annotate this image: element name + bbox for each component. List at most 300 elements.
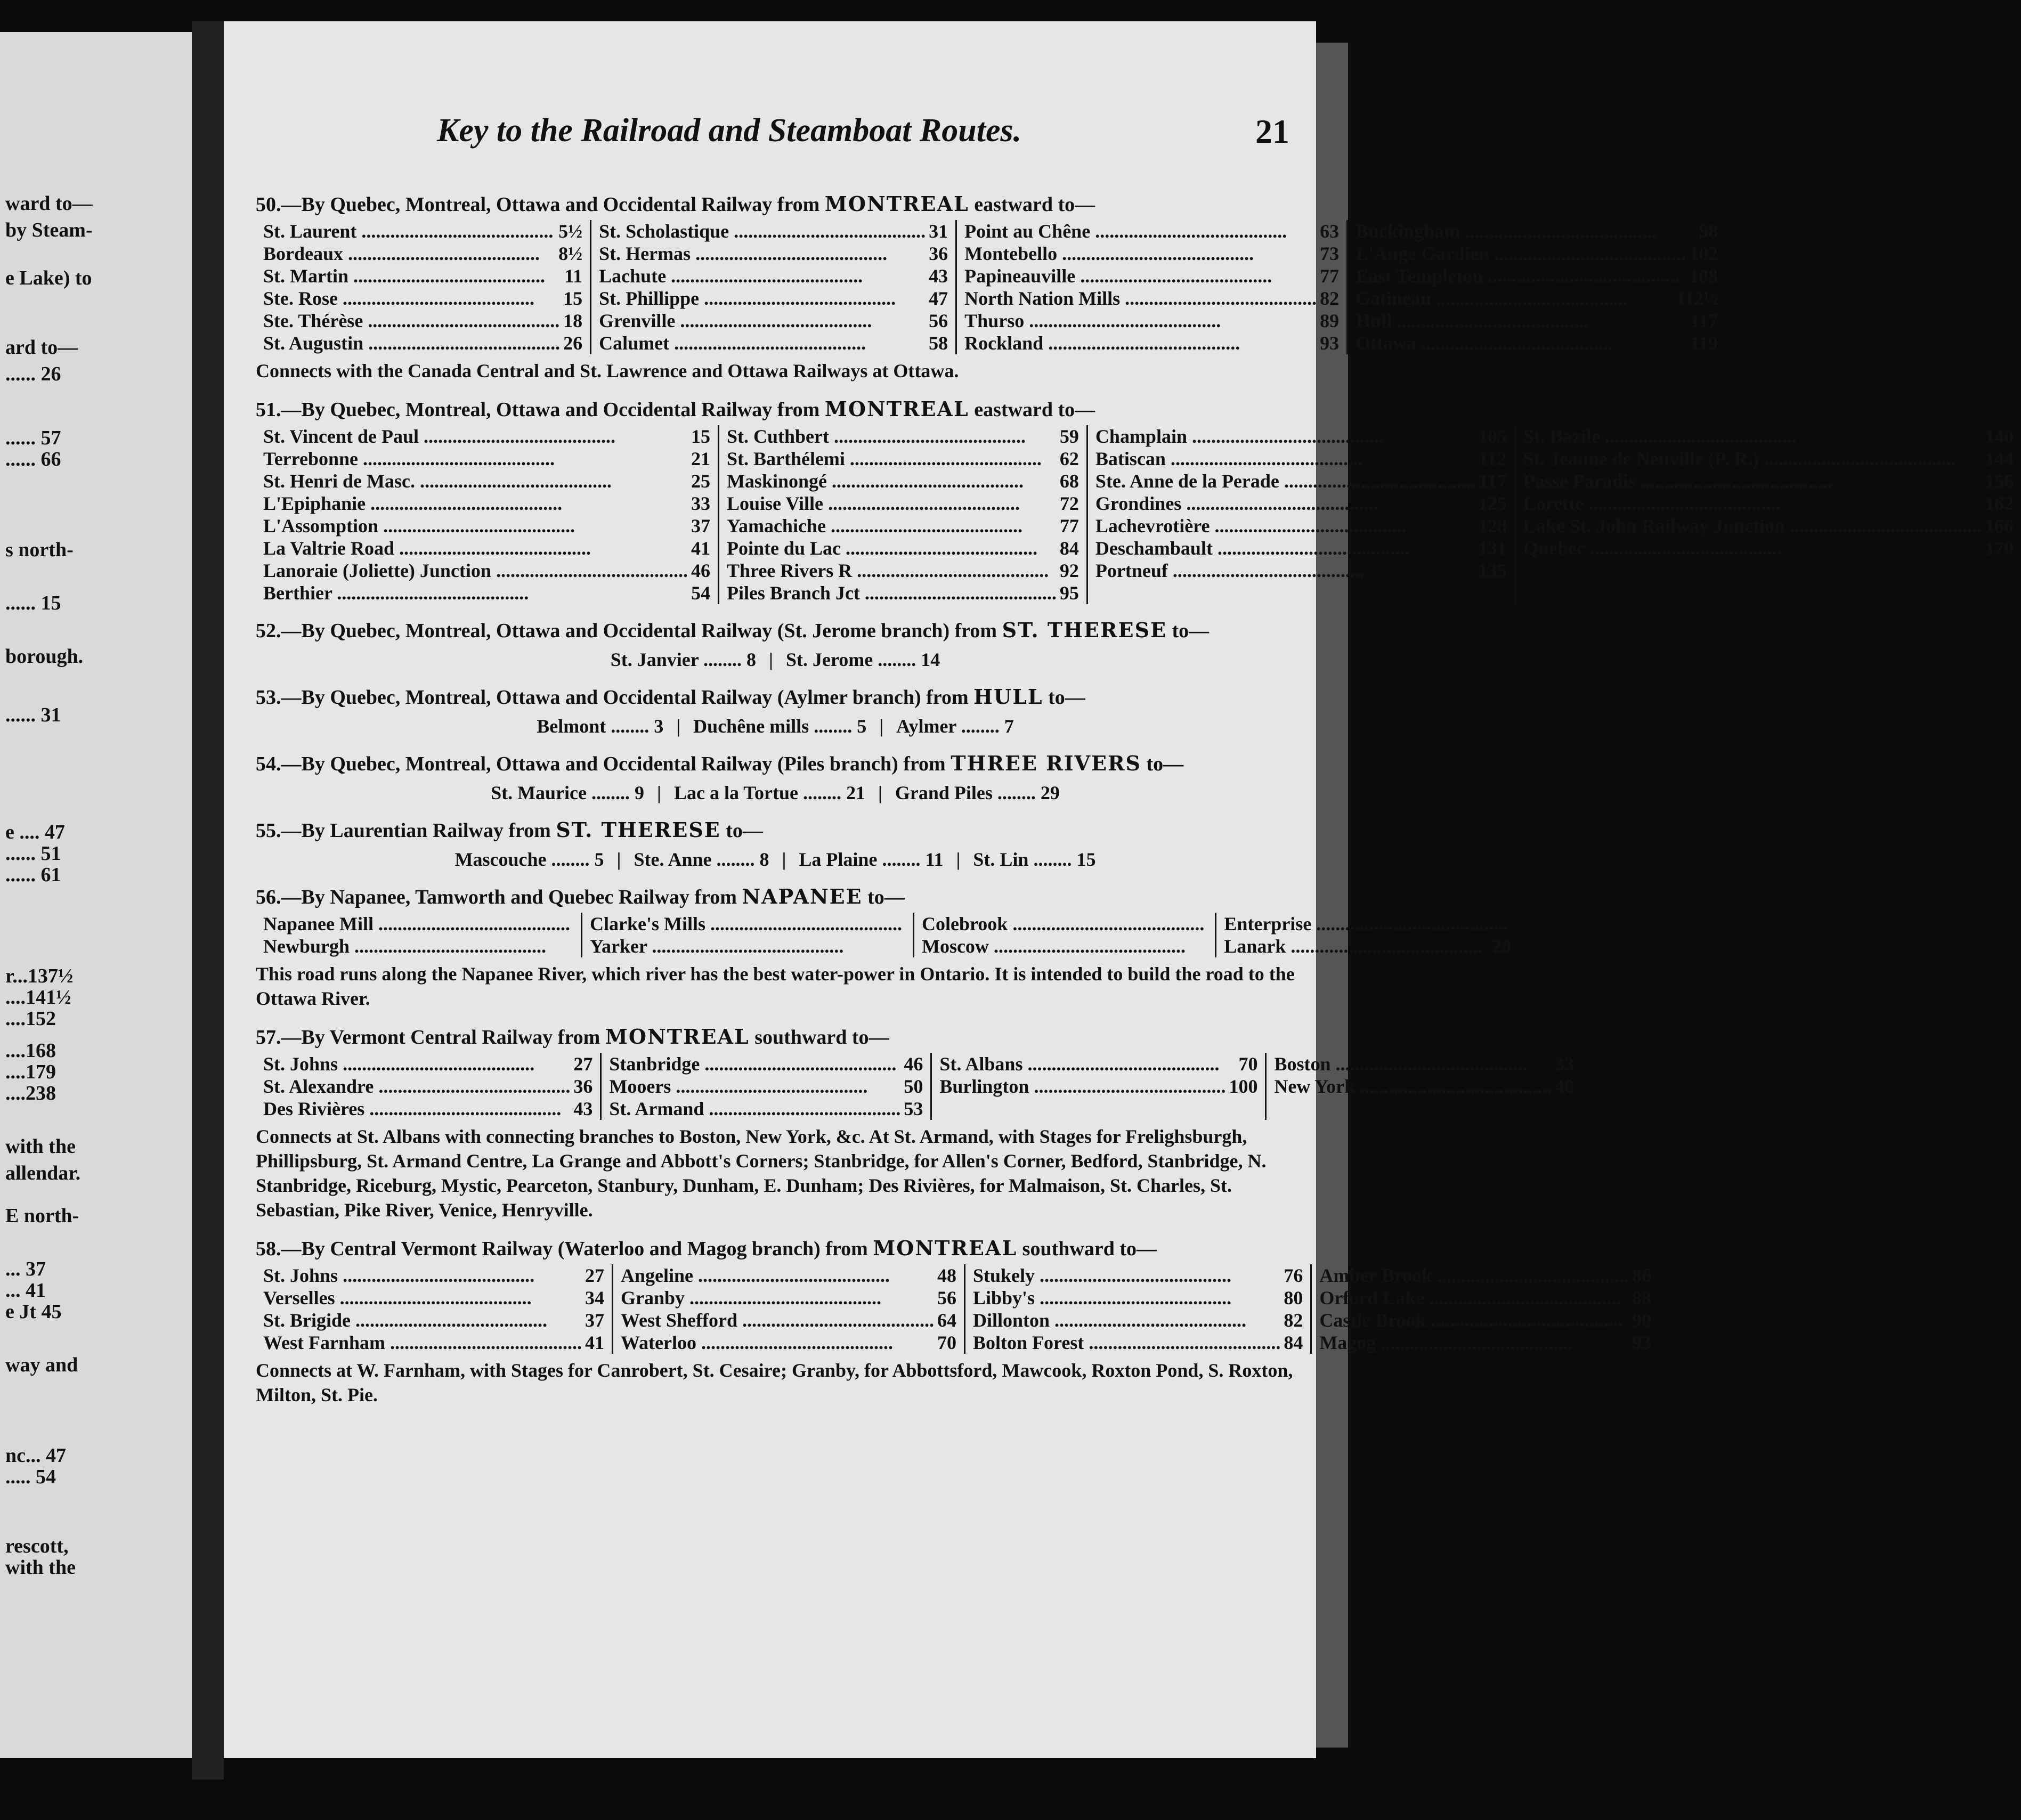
station-row [599,265,948,287]
station-name: Ottawa ..... [1356,332,1613,354]
page-number: 21 [1255,112,1289,150]
route-title [256,818,1295,843]
station-row [263,220,582,242]
station-row [263,913,573,935]
station-name: Gatineau ..... [1356,287,1628,310]
facing-page-fragment: borough. [5,645,84,668]
route-title [256,1025,1295,1050]
station-distance: 117 [1479,470,1507,492]
station-name: St. Armand ..... [609,1098,900,1120]
station-distance: 102 [1689,243,1718,264]
station-row [1095,515,1507,537]
station-distance: 36 [929,243,948,264]
station-name: Magog ..... [1319,1331,1572,1354]
station-name: Hull ..... [1356,310,1588,332]
station-row [621,1287,956,1309]
station-name: Lake St. John Railway Junction ..... [1523,515,1982,537]
station-distance: 3 [654,716,664,737]
station-distance [1508,913,1511,935]
station-row [599,242,948,265]
station-row [590,913,905,935]
station-row [263,470,710,492]
station-item: St. Janvier ........ 8 [610,649,757,670]
route-title [256,397,1295,422]
station-name: Yamachiche ..... [727,515,1022,537]
origin-city: ST. THERESE [1002,618,1167,642]
station-row [727,515,1079,537]
station-name: St. Martin ..... [263,265,545,287]
station-name: Montebello ..... [964,242,1254,265]
route-number: 56. [256,886,281,908]
station-name: Point au Chêne ..... [964,220,1287,242]
route-section [256,818,1295,871]
station-distance: 15 [691,426,710,447]
station-distance: 70 [937,1332,956,1353]
station-inline-list [256,648,1295,671]
station-row [1523,492,2014,515]
station-distance: 40 [1555,1076,1574,1097]
station-row [727,537,1079,559]
station-name: Angeline ..... [621,1264,890,1287]
station-distance: 140 [1985,426,2014,447]
station-column [1216,913,1519,957]
separator: | [956,849,961,870]
station-name: St. Alexandre ..... [263,1075,570,1098]
station-name: Colebrook ..... [922,913,1204,935]
station-name: St. Brigide ..... [263,1309,547,1331]
separator: | [782,849,786,870]
route-direction: to— [1146,753,1184,775]
station-name: Grand Piles [895,782,993,803]
facing-page-fragment: ...... 31 [5,704,61,726]
station-name: St. Johns ..... [263,1264,534,1287]
station-name: Quebec ..... [1523,537,1782,559]
facing-page-fragment: nc... 47 [5,1444,66,1467]
station-grid [256,220,1718,354]
route-title [256,618,1295,643]
station-name: St. Jerome [785,649,873,670]
separator: | [769,649,773,670]
station-column [1312,1264,1659,1354]
station-row [599,332,948,354]
station-row [599,287,948,310]
origin-city: HULL [973,685,1043,709]
station-row [973,1331,1303,1354]
station-row [263,287,582,310]
station-row [599,310,948,332]
facing-page-fragment: ...... 15 [5,592,61,614]
station-distance: 112½ [1676,288,1718,309]
station-row [609,1098,923,1120]
station-row [599,220,948,242]
station-column [914,913,1216,957]
station-grid [256,1264,1652,1354]
station-distance: 31 [929,221,948,242]
station-distance: 21 [846,782,865,803]
station-column [602,1053,932,1120]
facing-page-fragment: ... 41 [5,1279,46,1302]
station-name: La Plaine [799,849,878,870]
facing-page-fragment: r...137½ [5,965,74,987]
station-name: Deschambault ..... [1095,537,1409,559]
station-row [263,242,582,265]
station-row [964,265,1339,287]
station-distance: 18 [563,310,583,331]
station-name: St. Hermas ..... [599,242,887,265]
route-number: 54. [256,753,281,775]
station-item: St. Maurice ........ 9 [491,782,645,803]
station-distance: 56 [929,310,948,331]
origin-city: MONTREAL [605,1025,750,1049]
station-name: Three Rivers R ..... [727,559,1049,582]
station-row [1356,265,1718,287]
station-distance: 53 [904,1098,923,1119]
station-name: Newburgh ..... [263,935,546,957]
origin-city: MONTREAL [873,1236,1018,1260]
station-row [263,310,582,332]
station-distance: 119 [1690,332,1718,354]
station-name: Buckingham ..... [1356,220,1657,242]
route-direction: southward to— [1022,1238,1157,1260]
station-distance: 162 [1985,493,2014,514]
station-distance: 92 [1059,560,1079,581]
station-distance: 77 [1320,265,1340,287]
station-row [1523,515,2014,537]
station-name: Stukely ..... [973,1264,1231,1287]
route-list [256,192,2014,1421]
station-name: Pointe du Lac ..... [727,537,1037,559]
station-row [263,425,710,448]
station-inline-list [256,848,1295,871]
station-column [932,1053,1267,1120]
separator: | [657,782,661,803]
facing-page-fragment: ....141½ [5,986,71,1009]
station-distance: 8 [746,649,757,670]
station-distance: 11 [925,849,944,870]
station-column [256,913,582,957]
facing-page-fragment: with the [5,1135,76,1158]
station-row [1095,559,1507,582]
route-section [256,685,1295,737]
station-name: Mooers ..... [609,1075,867,1098]
station-row [727,470,1079,492]
station-row [1274,1075,1574,1098]
station-distance: 34 [585,1287,604,1309]
station-name: La Valtrie Road ..... [263,537,591,559]
station-distance: 36 [573,1076,593,1097]
route-number: 53. [256,686,281,709]
station-name: Bolton Forest ..... [973,1331,1280,1354]
station-distance: 8 [759,849,769,870]
station-distance: 7 [1004,716,1014,737]
station-name: Bordeaux ..... [263,242,540,265]
station-name: Maskinongé ..... [727,470,1024,492]
station-distance: 90 [1632,1310,1652,1331]
route-note: This road runs along the Napanee River, which river has the best water-power in Ontario. It is intended to build the road to the Ottawa River. [256,963,1295,1009]
station-distance: 9 [635,782,645,803]
station-distance: 135 [1478,560,1507,581]
station-item: Mascouche ........ 5 [454,849,604,870]
station-row [263,332,582,354]
station-distance: 43 [929,265,948,287]
station-distance: 33 [1555,1053,1574,1075]
station-row [939,1053,1257,1075]
station-row [263,1309,604,1331]
station-distance: 131 [1478,538,1507,559]
station-name: Aylmer [896,716,956,737]
station-distance [570,913,573,935]
station-name: St. Augustin ..... [263,332,560,354]
station-distance: 56 [937,1287,956,1309]
station-row [263,1331,604,1354]
station-row [1356,242,1718,265]
station-distance: 41 [585,1332,604,1353]
book-page [224,21,2014,1758]
route-note: Connects at St. Albans with connecting branches to Boston, New York, &c. At St. Armand, with Stages for Frelighsburgh, Phillipsburg, St. Armand Centre, La Grange and Abbott's Corners; Stanbridge, for Allen's Corner, Bedford, Stanbridge, N. Stanbridge, Riceburg, Mystic, Pearceton, Stanbury, Dunham, E. Dunham; Des Rivières, for Malmaison, St. Charles, St. Sebastian, Pike River, Venice, Henryville. [256,1126,1267,1221]
station-distance: 5½ [558,221,583,242]
station-name: Lanoraie (Joliette) Junction ..... [263,559,688,582]
station-column [256,425,719,604]
station-column [591,220,957,354]
route-note: Connects at W. Farnham, with Stages for Canrobert, St. Cesaire; Granby, for Abbottsford, Mawcook, Roxton Pond, S. Roxton, Milton, St. Pie. [256,1360,1293,1405]
station-column [1267,1053,1581,1120]
station-name: Napanee Mill ..... [263,913,570,935]
station-row [1523,537,2014,559]
station-item: La Plaine ........ 11 [799,849,944,870]
station-row [1095,425,1507,448]
route-title [256,685,1295,710]
separator: | [878,782,882,803]
route-number: 58. [256,1238,281,1260]
station-row [1356,287,1718,310]
route-number: 57. [256,1026,281,1049]
station-row [1095,537,1507,559]
origin-city: MONTREAL [824,397,969,421]
station-row [964,310,1339,332]
station-name: Libby's ..... [973,1287,1231,1309]
station-row [621,1264,956,1287]
station-row [1356,332,1718,354]
station-item: Grand Piles ........ 29 [895,782,1060,803]
station-name: Verselles ..... [263,1287,532,1309]
station-name: St. Scholastique ..... [599,220,926,242]
station-name: Grondines ..... [1095,492,1378,515]
station-distance: 27 [573,1053,593,1075]
facing-page-fragment: ...... 66 [5,448,61,470]
station-distance: 108 [1689,265,1718,287]
station-name: Lorette ..... [1523,492,1780,515]
station-distance: 50 [904,1076,923,1097]
station-distance: 33 [691,493,710,514]
station-row [1095,492,1507,515]
facing-page-fragment: ...... 61 [5,864,61,886]
route-title [256,884,1295,909]
station-distance: 62 [1059,448,1079,469]
facing-page-fragment: ...... 26 [5,363,61,385]
station-row [263,582,710,604]
station-distance: 117 [1690,310,1718,331]
station-row [1319,1264,1651,1287]
station-column [719,425,1088,604]
station-row [1523,425,2014,448]
station-inline-list [256,715,1295,737]
station-grid [256,425,2014,604]
station-name: Castle Brook ..... [1319,1309,1622,1331]
station-column [965,1264,1312,1354]
station-row [1095,448,1507,470]
station-item: St. Jerome ........ 14 [785,649,940,670]
station-name: Des Rivières ..... [263,1098,561,1120]
facing-page-fragment: e .... 47 [5,821,65,843]
station-name: Ste. Rose ..... [263,287,534,310]
station-name: Berthier ..... [263,582,529,604]
station-name: St. Albans ..... [939,1053,1219,1075]
station-row [727,448,1079,470]
station-distance: 14 [921,649,940,670]
station-distance: 37 [691,515,710,537]
station-name: Duchêne mills [693,716,809,737]
origin-city: NAPANEE [742,884,863,908]
station-name: Lachevrotière ..... [1095,515,1407,537]
station-distance: 82 [1284,1310,1303,1331]
station-name: Piles Branch Jct ..... [727,582,1057,604]
station-distance: 41 [691,538,710,559]
facing-page-fragment: allendar. [5,1162,81,1184]
station-name: Terrebonne ..... [263,448,555,470]
station-name: Grenville ..... [599,310,872,332]
book-gutter [192,21,224,1780]
station-row [263,1098,592,1120]
station-item: Lac a la Tortue ........ 21 [673,782,865,803]
route-description: —By Quebec, Montreal, Ottawa and Occidental Railway (St. Jerome branch) from [281,620,997,642]
facing-page-fragment: ....238 [5,1082,56,1104]
station-distance: 37 [585,1310,604,1331]
route-description: —By Napanee, Tamworth and Quebec Railway from [281,886,737,908]
station-name: Moscow ..... [922,935,1186,957]
station-name: Batiscan ..... [1095,448,1362,470]
station-name: West Farnham ..... [263,1331,582,1354]
station-row [1224,913,1511,935]
station-name: New York ..... [1274,1075,1552,1098]
station-name: Dillonton ..... [973,1309,1246,1331]
station-name: Belmont [537,716,606,737]
station-distance [902,935,905,957]
station-distance: 70 [1238,1053,1258,1075]
station-distance: 93 [1632,1332,1652,1353]
route-section [256,397,2014,604]
station-row [922,935,1207,957]
station-name: St. Maurice [491,782,587,803]
station-row [263,1264,604,1287]
route-number: 50. [256,193,281,216]
station-name: St. Phillippe ..... [599,287,896,310]
station-distance: 93 [1320,332,1340,354]
route-section [256,751,1295,804]
station-name: Boston ..... [1274,1053,1527,1075]
route-section [256,1236,1652,1407]
station-name: Mascouche [454,849,547,870]
station-column [1348,220,1725,354]
station-row [727,425,1079,448]
station-distance: 77 [1059,515,1079,537]
station-row [964,332,1339,354]
station-row [609,1075,923,1098]
route-description: —By Quebec, Montreal, Ottawa and Occidental Railway (Aylmer branch) from [281,686,969,709]
station-name: Portneuf ..... [1095,559,1365,582]
station-column [613,1264,965,1354]
separator: | [676,716,681,737]
station-distance: 46 [691,560,710,581]
station-row [590,935,905,957]
origin-city: MONTREAL [824,192,969,216]
facing-page-fragment: with the [5,1556,76,1579]
station-distance: 27 [585,1265,604,1286]
station-column [256,220,591,354]
station-name: St. Lin [973,849,1029,870]
station-row [263,559,710,582]
station-row [1523,448,2014,470]
station-name: Lac a la Tortue [673,782,798,803]
station-name: East Templeton ..... [1356,265,1679,287]
station-name: St. Johns ..... [263,1053,534,1075]
station-row [1274,1053,1574,1075]
origin-city: ST. THERESE [556,818,721,842]
separator: | [616,849,621,870]
station-item: Belmont ........ 3 [537,716,664,737]
route-direction: to— [726,819,763,842]
station-row [263,537,710,559]
station-distance: 84 [1284,1332,1303,1353]
station-distance: 64 [937,1310,956,1331]
route-section [256,884,1512,1011]
station-name: Waterloo ..... [621,1331,893,1354]
station-distance: 128 [1478,515,1507,537]
station-grid [256,913,1512,957]
station-row [621,1331,956,1354]
station-distance: 15 [563,288,583,309]
station-distance [1204,935,1207,957]
station-distance: 144 [1985,448,2014,469]
station-row [1356,220,1718,242]
station-name: Burlington ..... [939,1075,1225,1098]
facing-page-fragment: rescott, [5,1535,69,1557]
station-inline-list [256,782,1295,804]
station-row [263,448,710,470]
station-distance: 5 [594,849,604,870]
station-name: West Shefford ..... [621,1309,934,1331]
station-distance: 8½ [558,243,583,264]
station-distance: 170 [1985,538,2014,559]
station-row [1319,1309,1651,1331]
page-title: Key to the Railroad and Steamboat Routes. [437,112,1022,149]
station-item: St. Lin ........ 15 [973,849,1096,870]
station-row [609,1053,923,1075]
station-row [1224,935,1511,957]
station-name: North Nation Mills ..... [964,287,1317,310]
station-name: St. Henri de Masc. ..... [263,470,612,492]
route-description: —By Central Vermont Railway (Waterloo and Magog branch) from [281,1238,868,1260]
route-number: 51. [256,399,281,421]
station-name: Yarker ..... [590,935,843,957]
station-name: Ste. Anne de la Perade ..... [1095,470,1476,492]
station-item: Aylmer ........ 7 [896,716,1014,737]
route-description: —By Quebec, Montreal, Ottawa and Occidental Railway from [281,399,820,421]
station-distance: 84 [1059,538,1079,559]
station-distance: 15 [1076,849,1096,870]
station-name: Lachute ..... [599,265,863,287]
facing-page-fragment: E north- [5,1205,79,1227]
station-name: St. Vincent de Paul ..... [263,425,615,448]
